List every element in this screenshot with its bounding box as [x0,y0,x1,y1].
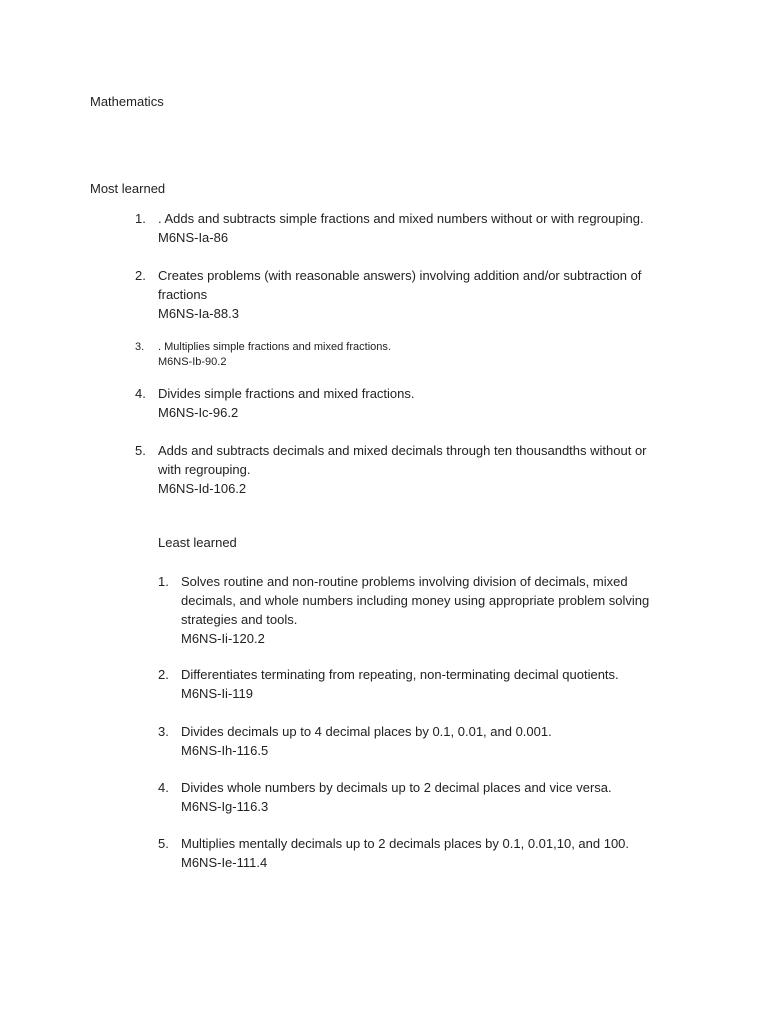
item-code: M6NS-Ic-96.2 [158,405,239,420]
item-number: 5. [158,836,169,851]
item-number: 3. [135,341,145,353]
item-code: M6NS-Ii-120.2 [181,631,265,646]
item-text: Differentiates terminating from repeating, non-terminating decimal quotients. [181,667,619,682]
item-code: M6NS-Ia-86 [158,230,229,245]
item-text: . Multiplies simple fractions and mixed fractions. [158,341,391,353]
item-text: . Adds and subtracts simple fractions and mixed numbers without or with regrouping. [158,211,644,226]
item-code: M6NS-Id-106.2 [158,481,247,496]
item-text: Divides simple fractions and mixed fractions. [158,386,415,401]
item-number: 2. [158,667,169,682]
item-number: 2. [135,268,146,283]
item-code: M6NS-Ib-90.2 [158,356,227,368]
item-code: M6NS-Ih-116.5 [181,743,269,758]
item-number: 4. [135,386,146,401]
item-code: M6NS-Ie-111.4 [181,855,268,870]
item-number: 4. [158,780,169,795]
item-text: Divides whole numbers by decimals up to 2 decimal places and vice versa. [181,780,612,795]
item-number: 3. [158,724,169,739]
item-number: 1. [158,574,169,589]
item-text: Creates problems (with reasonable answers) involving addition and/or subtraction of fractions [158,268,642,302]
item-code: M6NS-Ig-116.3 [181,799,269,814]
item-text: Adds and subtracts decimals and mixed decimals through ten thousandths without or with regrouping. [158,443,647,477]
item-text: Solves routine and non-routine problems involving division of decimals, mixed decimals, and whole numbers including money using appropriate problem solving strategies and tools. [181,574,650,627]
least-learned-heading: Least learned [158,535,237,550]
most-learned-heading: Most learned [90,181,166,196]
item-number: 5. [135,443,146,458]
item-code: M6NS-Ia-88.3 [158,306,239,321]
item-number: 1. [135,211,146,226]
item-text: Multiplies mentally decimals up to 2 decimals places by 0.1, 0.01,10, and 100. [181,836,630,851]
subject-title: Mathematics [90,94,164,109]
item-code: M6NS-Ii-119 [181,686,254,701]
item-text: Divides decimals up to 4 decimal places by 0.1, 0.01, and 0.001. [181,724,552,739]
